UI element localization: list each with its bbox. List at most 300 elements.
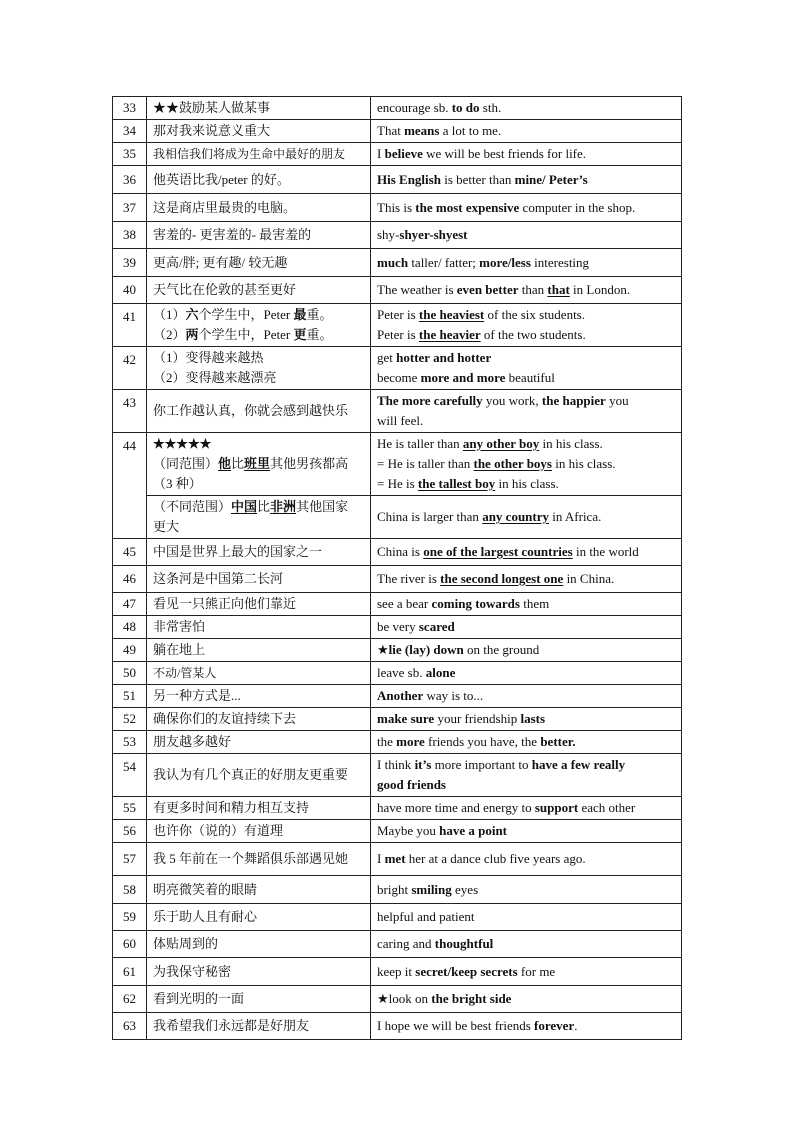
english-phrase bbox=[371, 754, 682, 797]
text-segment: even better bbox=[456, 282, 519, 297]
text-segment: ★★鼓励某人做某事 bbox=[153, 100, 271, 115]
text-segment: in London. bbox=[569, 282, 631, 297]
cell-line bbox=[377, 507, 675, 527]
text-segment: （2）变得越来越漂亮 bbox=[153, 370, 277, 385]
text-segment: The weather is bbox=[377, 282, 457, 297]
chinese-phrase bbox=[147, 958, 371, 986]
cell-line bbox=[153, 280, 364, 300]
table-row bbox=[113, 986, 682, 1013]
text-segment: more important to bbox=[431, 757, 532, 772]
cell-line bbox=[377, 325, 675, 345]
text-segment: for me bbox=[517, 963, 556, 979]
text-segment: met bbox=[384, 851, 406, 866]
cell-line bbox=[153, 569, 364, 589]
chinese-phrase bbox=[147, 249, 371, 277]
cell-line bbox=[153, 305, 364, 325]
text-segment: 他英语比我/peter 的好。 bbox=[153, 171, 290, 187]
english-phrase bbox=[371, 958, 682, 986]
chinese-phrase bbox=[147, 843, 371, 876]
row-number: 39 bbox=[113, 249, 147, 277]
text-segment: shy- bbox=[377, 227, 400, 242]
table-row bbox=[113, 797, 682, 820]
row-number: 48 bbox=[113, 616, 147, 639]
text-segment: = He is taller than bbox=[377, 456, 474, 471]
cell-line bbox=[377, 594, 675, 614]
english-phrase bbox=[371, 304, 682, 347]
english-phrase bbox=[371, 433, 682, 496]
cell-line bbox=[153, 849, 364, 869]
table-row bbox=[113, 304, 682, 347]
chinese-phrase bbox=[147, 304, 371, 347]
text-segment: He is taller than bbox=[377, 436, 463, 451]
table-row bbox=[113, 1013, 682, 1040]
text-segment: alone bbox=[425, 665, 456, 680]
english-phrase bbox=[371, 249, 682, 277]
text-segment: 比 bbox=[257, 499, 271, 514]
text-segment: 非洲 bbox=[270, 499, 297, 514]
cell-line bbox=[153, 989, 364, 1009]
cell-line bbox=[153, 98, 364, 118]
table-row bbox=[113, 708, 682, 731]
text-segment: in his class. bbox=[495, 476, 559, 491]
cell-line bbox=[377, 907, 675, 927]
cell-line bbox=[377, 798, 675, 818]
chinese-phrase bbox=[147, 639, 371, 662]
cell-line bbox=[153, 821, 364, 841]
row-number: 54 bbox=[113, 754, 147, 797]
text-segment: the bbox=[377, 734, 397, 749]
text-segment: 更大 bbox=[153, 519, 180, 534]
row-number: 46 bbox=[113, 566, 147, 593]
text-segment: 其他国家 bbox=[296, 499, 349, 514]
text-segment: leave sb. bbox=[377, 665, 426, 680]
row-number: 33 bbox=[113, 97, 147, 120]
text-segment: 六 bbox=[185, 307, 199, 322]
text-segment: a lot to me. bbox=[439, 123, 502, 138]
english-phrase bbox=[371, 876, 682, 904]
english-phrase bbox=[371, 708, 682, 731]
cell-line bbox=[153, 368, 364, 388]
text-segment: 中国是世界上最大的国家之一 bbox=[153, 544, 323, 559]
cell-line bbox=[377, 663, 675, 683]
english-phrase bbox=[371, 843, 682, 876]
text-segment: 班里 bbox=[244, 456, 271, 471]
cell-line bbox=[377, 617, 675, 637]
text-segment: any other boy bbox=[462, 436, 540, 451]
text-segment: believe bbox=[384, 146, 423, 161]
text-segment: 不动/管某人 bbox=[153, 666, 217, 680]
chinese-phrase bbox=[147, 496, 371, 539]
chinese-phrase bbox=[147, 539, 371, 566]
text-segment: scared bbox=[418, 619, 455, 634]
text-segment: have a point bbox=[439, 823, 508, 838]
text-segment: The more carefully bbox=[377, 393, 483, 408]
text-segment: you bbox=[605, 393, 629, 408]
text-segment: I hope we will be best friends bbox=[377, 1018, 535, 1033]
row-number: 43 bbox=[113, 390, 147, 433]
text-segment: mine/ Peter’s bbox=[514, 171, 588, 187]
text-segment: 我认为有几个真正的好朋友更重要 bbox=[153, 767, 349, 782]
text-segment: the second longest one bbox=[440, 571, 564, 586]
text-segment: make sure bbox=[377, 711, 435, 726]
text-segment: to do bbox=[451, 100, 480, 115]
text-segment: 非常害怕 bbox=[153, 619, 206, 634]
chinese-phrase bbox=[147, 143, 371, 166]
chinese-phrase bbox=[147, 904, 371, 931]
text-segment: 其他男孩都高 bbox=[270, 456, 349, 471]
row-number: 40 bbox=[113, 277, 147, 304]
text-segment: get bbox=[377, 350, 397, 365]
cell-line bbox=[153, 640, 364, 660]
row-number: 36 bbox=[113, 166, 147, 194]
row-number: 53 bbox=[113, 731, 147, 754]
chinese-phrase bbox=[147, 876, 371, 904]
english-phrase bbox=[371, 347, 682, 390]
english-phrase bbox=[371, 277, 682, 304]
cell-line bbox=[153, 497, 364, 517]
row-number: 56 bbox=[113, 820, 147, 843]
text-segment: taller/ fatter; bbox=[408, 254, 480, 270]
row-number: 59 bbox=[113, 904, 147, 931]
text-segment: bright bbox=[377, 881, 412, 897]
text-segment: is better than bbox=[440, 171, 515, 187]
text-segment: the most expensive bbox=[415, 199, 520, 215]
text-segment: the tallest boy bbox=[417, 476, 496, 491]
text-segment: look on bbox=[388, 991, 432, 1006]
chinese-phrase bbox=[147, 222, 371, 249]
cell-line bbox=[377, 98, 675, 118]
cell-line bbox=[153, 962, 364, 982]
row-number: 62 bbox=[113, 986, 147, 1013]
cell-line bbox=[377, 989, 675, 1009]
cell-line bbox=[377, 686, 675, 706]
english-phrase bbox=[371, 539, 682, 566]
text-segment: 乐于助人且有耐心 bbox=[153, 909, 258, 924]
text-segment: the heavier bbox=[418, 327, 481, 342]
cell-line bbox=[377, 144, 675, 164]
text-segment: 看到光明的一面 bbox=[153, 991, 245, 1006]
text-segment: than bbox=[518, 282, 548, 297]
cell-line bbox=[153, 542, 364, 562]
text-segment: much bbox=[377, 254, 409, 270]
cell-line bbox=[377, 253, 675, 273]
cell-line bbox=[377, 391, 675, 411]
cell-line bbox=[153, 732, 364, 752]
row-number: 63 bbox=[113, 1013, 147, 1040]
text-segment: 重。 bbox=[306, 327, 333, 342]
cell-line bbox=[153, 401, 364, 421]
chinese-phrase bbox=[147, 820, 371, 843]
english-phrase bbox=[371, 904, 682, 931]
text-segment: （1）变得越来越热 bbox=[153, 350, 264, 365]
text-segment: become bbox=[377, 370, 421, 385]
text-segment: China is bbox=[377, 544, 424, 559]
text-segment: 体贴周到的 bbox=[153, 936, 219, 951]
cell-line bbox=[377, 225, 675, 245]
cell-line bbox=[153, 434, 364, 454]
row-number: 60 bbox=[113, 931, 147, 958]
text-segment: we will be best friends for life. bbox=[422, 146, 587, 161]
cell-line bbox=[153, 325, 364, 345]
cell-line bbox=[377, 934, 675, 954]
english-phrase bbox=[371, 639, 682, 662]
chinese-phrase bbox=[147, 754, 371, 797]
text-segment: secret/keep secrets bbox=[415, 963, 518, 979]
cell-line bbox=[377, 569, 675, 589]
row-number: 45 bbox=[113, 539, 147, 566]
table-row bbox=[113, 222, 682, 249]
text-segment: in the world bbox=[572, 544, 639, 559]
table-row bbox=[113, 876, 682, 904]
row-number: 50 bbox=[113, 662, 147, 685]
table-row bbox=[113, 277, 682, 304]
cell-line bbox=[377, 542, 675, 562]
row-number: 44 bbox=[113, 433, 147, 539]
english-phrase bbox=[371, 1013, 682, 1040]
english-phrase bbox=[371, 97, 682, 120]
text-segment: any country bbox=[482, 509, 549, 524]
table-row bbox=[113, 662, 682, 685]
chinese-phrase bbox=[147, 120, 371, 143]
text-segment: . bbox=[574, 1018, 578, 1033]
text-segment: the other boys bbox=[473, 456, 552, 471]
cell-line bbox=[153, 253, 364, 273]
text-segment: caring and bbox=[377, 936, 435, 951]
english-phrase bbox=[371, 662, 682, 685]
chinese-phrase bbox=[147, 662, 371, 685]
text-segment: 躺在地上 bbox=[153, 642, 206, 657]
text-segment: forever bbox=[534, 1018, 575, 1033]
text-segment: Another bbox=[377, 688, 424, 703]
cell-line bbox=[377, 368, 675, 388]
row-number: 61 bbox=[113, 958, 147, 986]
cell-line bbox=[153, 880, 364, 900]
text-segment: the heaviest bbox=[418, 307, 485, 322]
english-phrase bbox=[371, 820, 682, 843]
text-segment: ★ bbox=[377, 642, 389, 657]
table-row bbox=[113, 97, 682, 120]
table-row bbox=[113, 593, 682, 616]
english-phrase bbox=[371, 593, 682, 616]
text-segment: have a few really bbox=[531, 757, 626, 772]
table-row bbox=[113, 931, 682, 958]
table-row bbox=[113, 120, 682, 143]
english-phrase bbox=[371, 390, 682, 433]
text-segment: China is larger than bbox=[377, 509, 483, 524]
english-phrase bbox=[371, 731, 682, 754]
chinese-phrase bbox=[147, 931, 371, 958]
cell-line bbox=[377, 640, 675, 660]
table-row bbox=[113, 143, 682, 166]
text-segment: I bbox=[377, 146, 385, 161]
table-row bbox=[113, 390, 682, 433]
row-number: 51 bbox=[113, 685, 147, 708]
text-segment: 有更多时间和精力相互支持 bbox=[153, 800, 310, 815]
text-segment: 中国 bbox=[231, 499, 258, 514]
chinese-phrase bbox=[147, 566, 371, 593]
english-phrase bbox=[371, 986, 682, 1013]
text-segment: His English bbox=[377, 171, 441, 187]
english-phrase bbox=[371, 616, 682, 639]
text-segment: That bbox=[377, 123, 405, 138]
text-segment: I bbox=[377, 851, 385, 866]
text-segment: 他 bbox=[218, 456, 232, 471]
cell-line bbox=[153, 348, 364, 368]
text-segment: This is bbox=[377, 199, 416, 215]
text-segment: more and more bbox=[420, 370, 506, 385]
chinese-phrase bbox=[147, 685, 371, 708]
cell-line bbox=[153, 474, 364, 494]
text-segment: better. bbox=[540, 734, 576, 749]
cell-line bbox=[153, 121, 364, 141]
row-number: 55 bbox=[113, 797, 147, 820]
text-segment: that bbox=[547, 282, 570, 297]
cell-line bbox=[377, 170, 675, 190]
text-segment: 更 bbox=[293, 327, 307, 342]
chinese-phrase bbox=[147, 986, 371, 1013]
cell-line bbox=[377, 454, 675, 474]
row-number: 34 bbox=[113, 120, 147, 143]
cell-line bbox=[153, 517, 364, 537]
text-segment: of the six students. bbox=[484, 307, 585, 322]
chinese-phrase bbox=[147, 1013, 371, 1040]
cell-line bbox=[153, 765, 364, 785]
text-segment: in his class. bbox=[551, 456, 616, 471]
text-segment: （同范围） bbox=[153, 456, 219, 471]
cell-line bbox=[377, 305, 675, 325]
table-row bbox=[113, 347, 682, 390]
text-segment: I think bbox=[377, 757, 415, 772]
cell-line bbox=[153, 1016, 364, 1036]
chinese-phrase bbox=[147, 277, 371, 304]
text-segment: good friends bbox=[377, 777, 446, 792]
english-phrase bbox=[371, 685, 682, 708]
row-number: 58 bbox=[113, 876, 147, 904]
text-segment: keep it bbox=[377, 963, 416, 979]
text-segment: the bright side bbox=[431, 991, 512, 1006]
text-segment: 明亮微笑着的眼睛 bbox=[153, 881, 258, 897]
cell-line bbox=[377, 709, 675, 729]
text-segment: thoughtful bbox=[434, 936, 494, 951]
text-segment: The river is bbox=[377, 571, 441, 586]
text-segment: friends you have, the bbox=[424, 734, 541, 749]
cell-line bbox=[377, 849, 675, 869]
table-row bbox=[113, 166, 682, 194]
chinese-phrase bbox=[147, 797, 371, 820]
text-segment: eyes bbox=[451, 881, 479, 897]
text-segment: 害羞的- 更害羞的- 最害羞的 bbox=[153, 227, 312, 242]
text-segment: 那对我来说意义重大 bbox=[153, 123, 271, 138]
text-segment: 朋友越多越好 bbox=[153, 734, 232, 749]
cell-line bbox=[377, 1016, 675, 1036]
chinese-phrase bbox=[147, 166, 371, 194]
cell-line bbox=[377, 732, 675, 752]
cell-line bbox=[153, 454, 364, 474]
cell-line bbox=[153, 198, 364, 218]
text-segment: interesting bbox=[530, 254, 590, 270]
text-segment: smiling bbox=[411, 881, 452, 897]
table-row bbox=[113, 731, 682, 754]
text-segment: helpful and patient bbox=[377, 909, 475, 924]
cell-line bbox=[153, 594, 364, 614]
text-segment: encourage sb. bbox=[377, 100, 452, 115]
table-row bbox=[113, 904, 682, 931]
text-segment: shyer-shyest bbox=[399, 227, 468, 242]
english-phrase bbox=[371, 143, 682, 166]
table-row bbox=[113, 194, 682, 222]
text-segment: the happier bbox=[541, 393, 606, 408]
text-segment: 最 bbox=[293, 307, 307, 322]
text-segment: 确保你们的友谊持续下去 bbox=[153, 711, 297, 726]
text-segment: lasts bbox=[520, 711, 546, 726]
cell-line bbox=[377, 474, 675, 494]
english-phrase bbox=[371, 120, 682, 143]
text-segment: computer in the shop. bbox=[519, 199, 636, 215]
text-segment: 我希望我们永远都是好朋友 bbox=[153, 1018, 310, 1033]
row-number: 41 bbox=[113, 304, 147, 347]
cell-line bbox=[153, 798, 364, 818]
text-segment: 天气比在伦敦的甚至更好 bbox=[153, 282, 297, 297]
cell-line bbox=[153, 686, 364, 706]
english-phrase bbox=[371, 566, 682, 593]
cell-line bbox=[153, 144, 364, 164]
table-row bbox=[113, 958, 682, 986]
table-row bbox=[113, 843, 682, 876]
table-row bbox=[113, 249, 682, 277]
text-segment: （不同范围） bbox=[153, 499, 232, 514]
text-segment: 这是商店里最贵的电脑。 bbox=[153, 199, 297, 215]
text-segment: be very bbox=[377, 619, 419, 634]
text-segment: 看见一只熊正向他们靠近 bbox=[153, 596, 297, 611]
text-segment: （2） bbox=[153, 327, 186, 342]
text-segment: ★★★★★ bbox=[153, 436, 212, 451]
text-segment: 两 bbox=[185, 327, 199, 342]
text-segment: means bbox=[404, 123, 440, 138]
text-segment: see a bear bbox=[377, 596, 432, 611]
row-number: 47 bbox=[113, 593, 147, 616]
text-segment: you work, bbox=[482, 393, 542, 408]
text-segment: Peter is bbox=[377, 307, 419, 322]
cell-line bbox=[377, 755, 675, 775]
table-row bbox=[113, 616, 682, 639]
row-number: 38 bbox=[113, 222, 147, 249]
text-segment: lie (lay) down bbox=[388, 642, 464, 657]
cell-line bbox=[377, 821, 675, 841]
text-segment: 比 bbox=[231, 456, 245, 471]
text-segment: ★ bbox=[377, 991, 389, 1006]
chinese-phrase bbox=[147, 390, 371, 433]
phrase-table bbox=[112, 96, 682, 1040]
english-phrase bbox=[371, 797, 682, 820]
row-number: 42 bbox=[113, 347, 147, 390]
text-segment: （1） bbox=[153, 307, 186, 322]
row-number: 35 bbox=[113, 143, 147, 166]
text-segment: on the ground bbox=[463, 642, 540, 657]
cell-line bbox=[377, 434, 675, 454]
text-segment: 个学生中，Peter bbox=[198, 327, 294, 342]
text-segment: more/less bbox=[479, 254, 531, 270]
text-segment: your friendship bbox=[434, 711, 521, 726]
table-row bbox=[113, 566, 682, 593]
text-segment: 我 5 年前在一个舞蹈俱乐部遇见她 bbox=[153, 851, 349, 866]
cell-line bbox=[377, 775, 675, 795]
chinese-phrase bbox=[147, 731, 371, 754]
english-phrase bbox=[371, 496, 682, 539]
text-segment: in his class. bbox=[539, 436, 603, 451]
table-row bbox=[113, 685, 682, 708]
text-segment: it’s bbox=[414, 757, 432, 772]
chinese-phrase bbox=[147, 593, 371, 616]
